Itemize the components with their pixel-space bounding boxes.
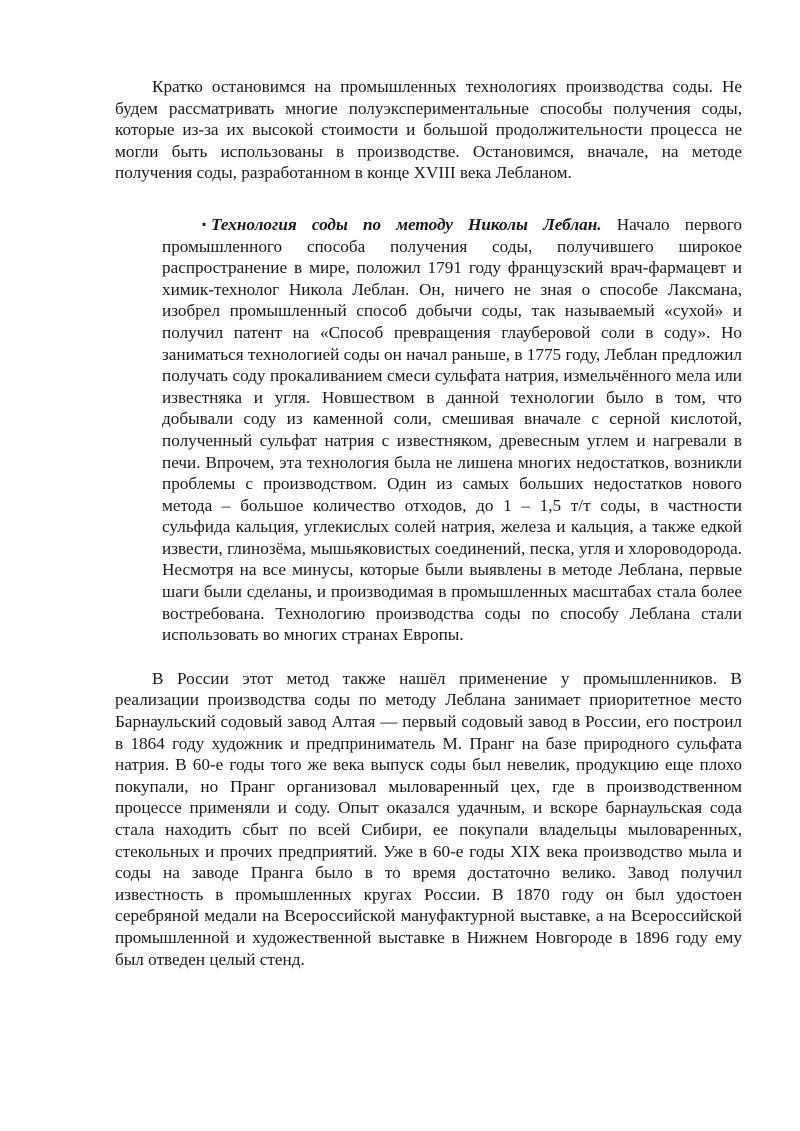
- bullet-title: Технология соды по методу Николы Леблан.: [211, 214, 602, 234]
- russia-paragraph: В России этот метод также нашёл применение у промышленников. В реализации производства соды по методу Леблана занимает приоритетное место Барнаульский содовый завод Алтая — первый содовый завод в России, его построил в 1864 году художник и предприниматель М. Пранг на базе природного сульфата натрия. В 60-е годы того же века выпуск соды был невелик, продукцию еще плохо покупали, но Пранг организовал мыловаренный цех, где в производственном процессе применяли и соду. Опыт оказался удачным, и вскоре барнаульская сода стала находить сбыт по всей Сибири, ее покупали владельцы мыловаренных, стекольных и прочих предприятий. Уже в 60-е годы XIX века производство мыла и соды на заводе Пранга было в то время достаточно велико. Завод получил известность в промышленных кругах России. В 1870 году он был удостоен серебряной медали на Всероссийской мануфактурной выставке, а на Всероссийской промышленной и художественной выставке в Нижнем Новгороде в 1896 году ему был отведен целый стенд.: [115, 668, 742, 969]
- bullet-item-leblanc: [162, 214, 742, 646]
- document-page: [115, 76, 742, 970]
- bullet-square-icon: ▪: [202, 216, 207, 231]
- intro-paragraph: Кратко остановимся на промышленных технологиях производства соды. Не будем рассматривать многие полуэкспериментальные способы получения соды, которые из-за их высокой стоимости и большой продолжительности процесса не могли быть использованы в производстве. Остановимся, вначале, на методе получения соды, разработанном в конце XVIII века Лебланом.: [115, 77, 742, 183]
- bullet-text: Начало первого промышленного способа получения соды, получившего широкое распространение в мире, положил 1791 году французский врач-фармацевт и химик-технолог Никола Леблан. Он, ничего не зная о способе Лаксмана, изобрел промышленный способ добычи соды, так называемый «сухой» и получил патент на «Способ превращения глауберовой соли в соду». Но заниматься технологией соды он начал раньше, в 1775 году, Леблан предложил получать соду прокаливанием смеси сульфата натрия, измельчённого мела или известняка и угля. Новшеством в данной технологии было в том, что добывали соду из каменной соли, смешивая вначале с серной кислотой, полученный сульфат натрия с известняком, древесным углем и нагревали в печи. Впрочем, эта технология была не лишена многих недостатков, возникли проблемы с производством. Один из самых больших недостатков нового метода – большое количество отходов, до 1 – 1,5 т/т соды, в частности сульфида кальция, углекислых солей натрия, железа и кальция, а также едкой извести, глинозёма, мышьяковистых соединений, песка, угля и хлороводорода. Несмотря на все минусы, которые были выявлены в методе Леблана, первые шаги были сделаны, и производимая в промышленных масштабах стала более востребована. Технологию производства соды по способу Леблана стали использовать во многих странах Европы.: [162, 214, 742, 645]
